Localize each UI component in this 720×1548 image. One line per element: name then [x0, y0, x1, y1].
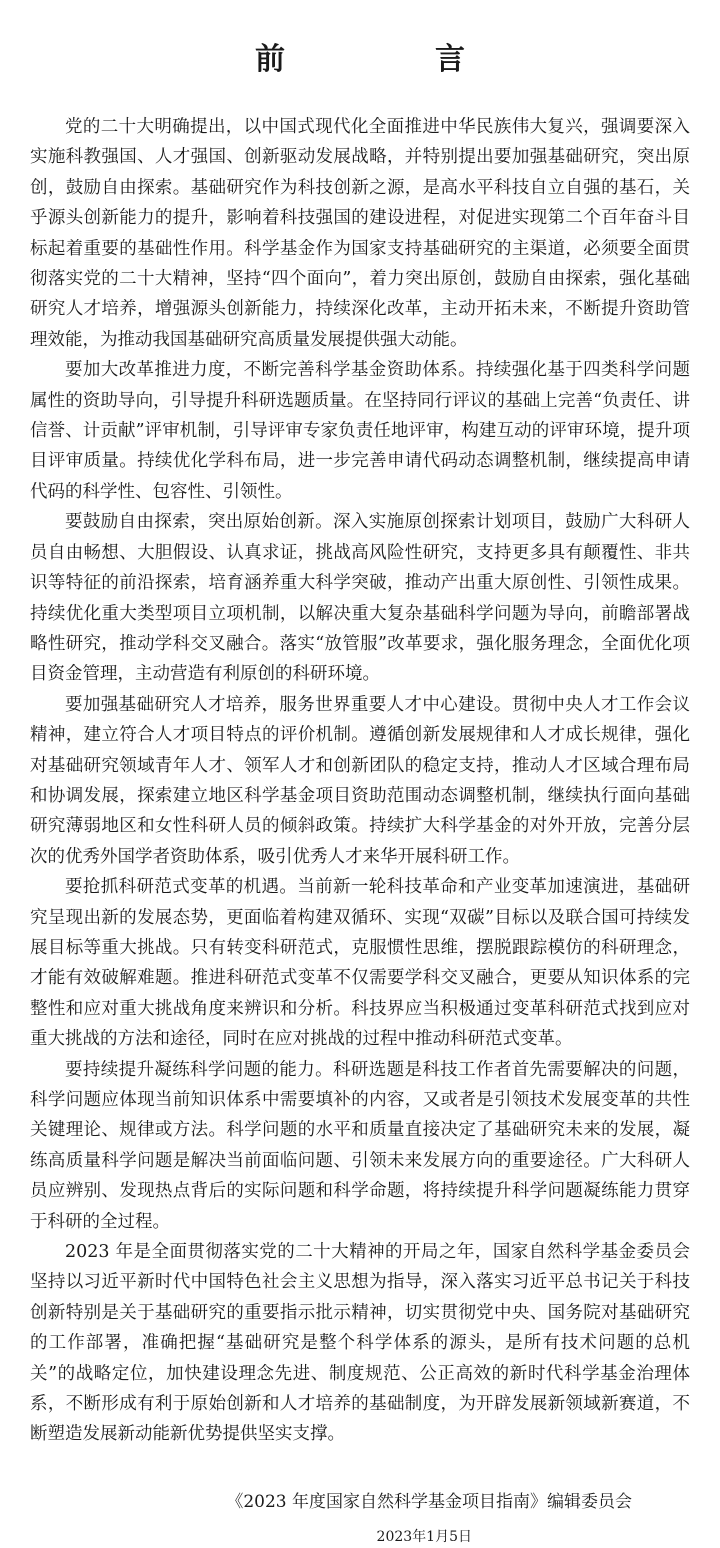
- page-title: 前 言: [255, 42, 525, 77]
- preface-body: [30, 112, 690, 1450]
- signature: 《2023 年度国家自然科学基金项目指南》编辑委员会: [226, 1491, 632, 1512]
- paragraph-4: 要加强基础研究人才培养，服务世界重要人才中心建设。贯彻中央人才工作会议精神，建立符合人才项目特点的评价机制。遵循创新发展规律和人才成长规律，强化对基础研究领域青年人才、领军人才和创新团队的稳定支持，推动人才区域合理布局和协调发展，探索建立地区科学基金项目资助范围动态调整机制，继续执行面向基础研究薄弱地区和女性科研人员的倾斜政策。持续扩大科学基金的对外开放，完善分层次的优秀外国学者资助体系，吸引优秀人才来华开展科研工作。: [30, 694, 690, 867]
- paragraph-6: 要持续提升凝练科学问题的能力。科研选题是科技工作者首先需要解决的问题，科学问题应体现当前知识体系中需要填补的内容，又或者是引领技术发展变革的共性关键理论、规律或方法。科学问题的水平和质量直接决定了基础研究未来的发展，凝练高质量科学问题是解决当前面临问题、引领未来发展方向的重要途径。广大科研人员应辨别、发现热点背后的实际问题和科学命题，将持续提升科学问题凝练能力贯穿于科研的全过程。: [30, 1059, 690, 1232]
- paragraph-2: 要加大改革推进力度，不断完善科学基金资助体系。持续强化基于四类科学问题属性的资助导向，引导提升科研选题质量。在坚持同行评议的基础上完善“负责任、讲信誉、计贡献”评审机制，引导评审专家负责任地评审，构建互动的评审环境，提升项目评审质量。持续优化学科布局，进一步完善申请代码动态调整机制，继续提高申请代码的科学性、包容性、引领性。: [30, 360, 690, 502]
- paragraph-7: 2023 年是全面贯彻落实党的二十大精神的开局之年，国家自然科学基金委员会坚持以习近平新时代中国特色社会主义思想为指导，深入落实习近平总书记关于科技创新特别是关于基础研究的重要指示批示精神，切实贯彻党中央、国务院对基础研究的工作部署，准确把握“基础研究是整个科学体系的源头，是所有技术问题的总机关”的战略定位，加快建设理念先进、制度规范、公正高效的新时代科学基金治理体系，不断形成有利于原始创新和人才培养的基础制度，为开辟发展新领域新赛道，不断塑造发展新动能新优势提供坚实支撑。: [30, 1242, 690, 1445]
- paragraph-5: 要抢抓科研范式变革的机遇。当前新一轮科技革命和产业变革加速演进，基础研究呈现出新的发展态势，更面临着构建双循环、实现“双碳”目标以及联合国可持续发展目标等重大挑战。只有转变科研范式，克服惯性思维，摆脱跟踪模仿的科研理念，才能有效破解难题。推进科研范式变革不仅需要学科交叉融合，更要从知识体系的完整性和应对重大挑战角度来辨识和分析。科技界应当积极通过变革科研范式找到应对重大挑战的方法和途径，同时在应对挑战的过程中推动科研范式变革。: [30, 877, 690, 1050]
- paragraph-3: 要鼓励自由探索，突出原始创新。深入实施原创探索计划项目，鼓励广大科研人员自由畅想、大胆假设、认真求证，挑战高风险性研究，支持更多具有颠覆性、非共识等特征的前沿探索，培育涵养重大科学突破，推动产出重大原创性、引领性成果。持续优化重大类型项目立项机制，以解决重大复杂基础科学问题为导向，前瞻部署战略性研究，推动学科交叉融合。落实“放管服”改革要求，强化服务理念，全面优化项目资金管理，主动营造有利原创的科研环境。: [30, 512, 690, 685]
- paragraph-1: 党的二十大明确提出，以中国式现代化全面推进中华民族伟大复兴，强调要深入实施科教强国、人才强国、创新驱动发展战略，并特别提出要加强基础研究，突出原创，鼓励自由探索。基础研究作为科技创新之源，是高水平科技自立自强的基石，关乎源头创新能力的提升，影响着科技强国的建设进程，对促进实现第二个百年奋斗目标起着重要的基础性作用。科学基金作为国家支持基础研究的主渠道，必须要全面贯彻落实党的二十大精神，坚持“四个面向”，着力突出原创，鼓励自由探索，强化基础研究人才培养，增强源头创新能力，持续深化改革，主动开拓未来，不断提升资助管理效能，为推动我国基础研究高质量发展提供强大动能。: [30, 117, 690, 350]
- signature-date: 2023年1月5日: [376, 1528, 472, 1545]
